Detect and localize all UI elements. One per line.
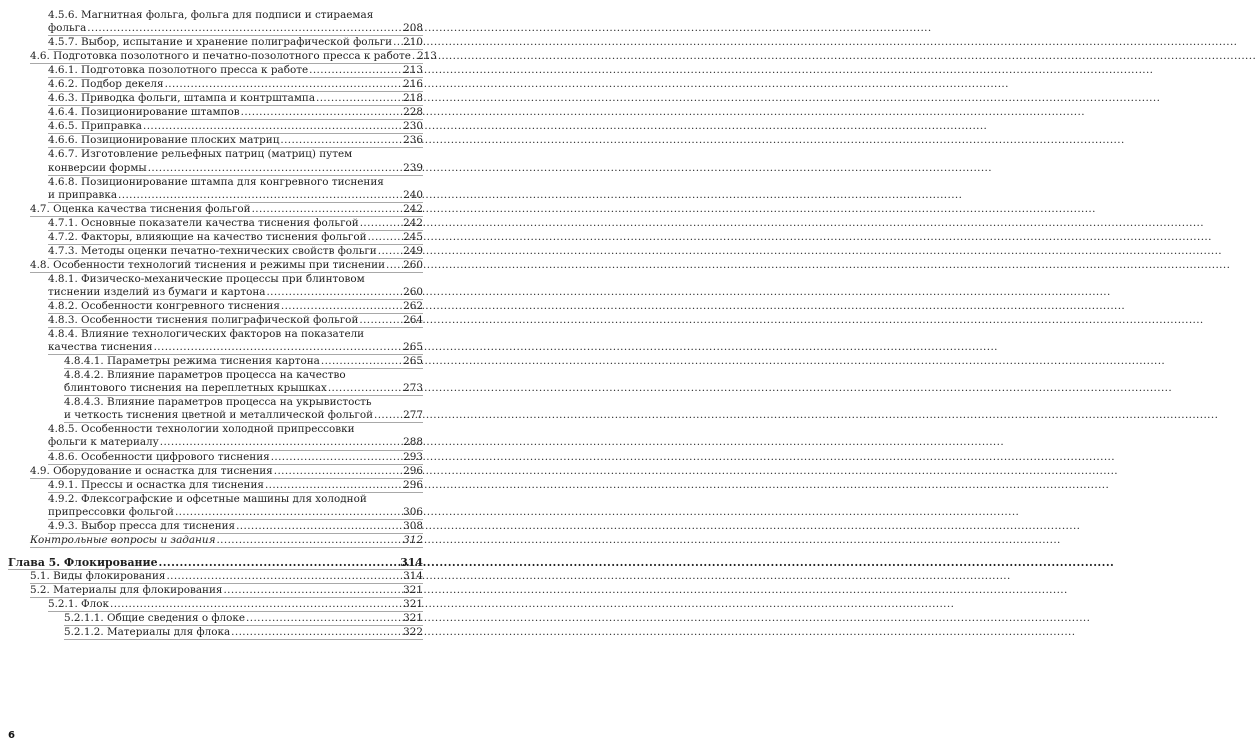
toc-entry-title: Контрольные вопросы и задания — [30, 533, 216, 546]
toc-entry-page: 236 — [403, 134, 423, 147]
dot-leader — [321, 355, 402, 368]
toc-entry-title: блинтового тиснения на переплетных крышках — [64, 382, 327, 395]
toc-entry[interactable] — [0, 36, 431, 49]
toc-entry[interactable] — [0, 584, 431, 597]
toc-entry[interactable] — [0, 493, 431, 519]
dot-leader — [246, 612, 402, 625]
toc-entry-page: 288 — [403, 436, 423, 449]
toc-entry[interactable] — [0, 300, 431, 313]
toc-entry-title: Глава 5. Флокирование — [8, 555, 158, 569]
toc-entry[interactable] — [0, 50, 437, 63]
dot-leader — [223, 584, 402, 597]
toc-entry-title: 4.8.4. Влияние технологических факторов на показатели — [48, 328, 365, 341]
toc-entry-title: припрессовки фольгой — [48, 505, 174, 518]
toc-entry-page: 208 — [403, 22, 423, 35]
toc-entry-title: 5.2.1. Флок — [48, 597, 110, 610]
toc-entry-page: 264 — [403, 314, 423, 327]
toc-entry-title: 4.8.4.3. Влияние параметров процесса на укрывистость — [64, 396, 372, 409]
toc-entry-page: 321 — [403, 583, 423, 596]
page-number: 6 — [8, 730, 15, 741]
row-divider — [64, 639, 423, 640]
dot-leader — [309, 64, 402, 77]
toc-entry-page: 249 — [403, 244, 423, 257]
toc-entry-title: конверсии формы — [48, 161, 147, 174]
toc-entry[interactable] — [0, 9, 431, 35]
dot-leader — [159, 556, 400, 569]
toc-entry-page: 322 — [403, 626, 423, 639]
toc-entry[interactable] — [0, 176, 431, 202]
toc-entry-page: 296 — [403, 478, 423, 491]
toc-entry[interactable] — [0, 626, 431, 639]
dot-leader — [231, 626, 402, 639]
toc-entry[interactable] — [0, 328, 431, 354]
toc-entry[interactable] — [0, 106, 431, 119]
toc-entry[interactable] — [0, 203, 431, 216]
toc-entry-page: 296 — [403, 464, 423, 477]
toc-entry-title: 4.6.3. Приводка фольги, штампа и контрштампа — [48, 92, 316, 105]
dot-leader — [175, 506, 402, 519]
dot-leader — [165, 78, 402, 91]
toc-entry-page: 321 — [403, 597, 423, 610]
toc-entry-title: 4.6.6. Позиционирование плоских матриц — [48, 134, 280, 147]
dot-leader — [216, 534, 402, 547]
dot-leader — [360, 217, 402, 230]
toc-entry[interactable] — [0, 479, 431, 492]
dot-leader — [368, 231, 402, 244]
toc-entry-title: 4.9. Оборудование и оснастка для тиснения — [30, 464, 273, 477]
toc-entry[interactable] — [0, 465, 431, 478]
toc-entry-title: 4.8.4.2. Влияние параметров процесса на качество — [64, 369, 346, 382]
toc-entry-title: 4.8.2. Особенности конгревного тиснения — [48, 299, 280, 312]
toc-entry-title: 4.6.4. Позиционирование штампов — [48, 106, 240, 119]
toc-entry-title: 4.9.1. Прессы и оснастка для тиснения — [48, 478, 264, 491]
toc-entry-page: 239 — [403, 161, 423, 174]
toc-entry[interactable] — [0, 369, 431, 395]
toc-entry-title: 4.8.5. Особенности технологии холодной припрессовки — [48, 423, 355, 436]
dot-leader — [271, 451, 402, 464]
toc-entry[interactable] — [0, 231, 431, 244]
toc-entry-title: 4.8.4.1. Параметры режима тиснения картона — [64, 355, 320, 368]
toc-entry-page: 260 — [403, 285, 423, 298]
toc-entry[interactable] — [0, 217, 431, 230]
toc-entry[interactable] — [0, 314, 431, 327]
toc-entry-title: 4.6. Подготовка позолотного и печатно-позолотного пресса к работе — [30, 50, 411, 63]
toc-entry-page: 210 — [403, 36, 423, 49]
toc-entry[interactable] — [0, 245, 431, 258]
toc-entry[interactable] — [0, 355, 431, 368]
toc-entry[interactable] — [0, 396, 431, 422]
toc-entry-title: 4.5.6. Магнитная фольга, фольга для подписи и стираемая — [48, 9, 374, 21]
toc-entry-title: 4.6.5. Приправка — [48, 120, 142, 133]
dot-leader — [274, 465, 402, 478]
toc-entry-title: и приправка — [48, 188, 118, 201]
dot-leader — [252, 203, 402, 216]
toc-entry-page: 242 — [403, 216, 423, 229]
toc-entry[interactable] — [0, 598, 431, 611]
toc-entry[interactable] — [0, 64, 431, 77]
dot-leader — [386, 259, 402, 272]
toc-entry[interactable] — [0, 520, 431, 533]
dot-leader — [266, 286, 402, 299]
toc-entry-title: 4.8.6. Особенности цифрового тиснения — [48, 450, 270, 463]
dot-leader — [374, 409, 402, 422]
toc-entry-title: 5.2. Материалы для флокирования — [30, 583, 223, 596]
dot-leader — [154, 341, 402, 354]
toc-entry-title: 5.2.1.1. Общие сведения о флоке — [64, 612, 246, 625]
toc-entry-page: 308 — [403, 519, 423, 532]
toc-entry-page: 277 — [403, 409, 423, 422]
toc-entry-page: 245 — [403, 230, 423, 243]
toc-entry-page: 260 — [403, 258, 423, 271]
dot-leader — [118, 189, 402, 202]
toc-entry-page: 218 — [403, 92, 423, 105]
toc-entry[interactable] — [0, 273, 431, 299]
toc-entry[interactable] — [0, 570, 431, 583]
toc-entry-page: 240 — [403, 188, 423, 201]
dot-leader — [160, 436, 402, 449]
toc-entry-title: 4.7.1. Основные показатели качества тиснения фольгой — [48, 216, 359, 229]
toc-entry[interactable] — [0, 78, 431, 91]
dot-leader — [281, 300, 402, 313]
dot-leader — [148, 162, 402, 175]
toc-entry[interactable] — [0, 92, 431, 105]
dot-leader — [166, 570, 402, 583]
toc-entry-title: тиснении изделий из бумаги и картона — [48, 285, 266, 298]
dot-leader — [236, 520, 402, 533]
toc-entry[interactable] — [0, 556, 431, 569]
row-divider — [30, 547, 423, 548]
toc-entry-title: 4.9.3. Выбор пресса для тиснения — [48, 519, 236, 532]
toc-entry[interactable] — [0, 134, 431, 147]
toc-entry-page: 228 — [403, 106, 423, 119]
toc-entry-page: 293 — [403, 450, 423, 463]
toc-entry[interactable] — [0, 148, 431, 174]
toc-entry-page: 306 — [403, 505, 423, 518]
toc-entry-title: 4.6.8. Позиционирование штампа для конгревного тиснения — [48, 175, 384, 188]
toc-entry[interactable] — [0, 259, 431, 272]
toc-entry-title: качества тиснения — [48, 341, 153, 354]
toc-entry[interactable] — [0, 534, 431, 547]
dot-leader — [393, 36, 402, 49]
toc-entry-title: и четкость тиснения цветной и металлической фольгой — [64, 409, 374, 422]
dot-leader — [265, 479, 402, 492]
toc-entry-title: 4.6.2. Подбор декеля — [48, 78, 164, 91]
dot-leader — [316, 92, 402, 105]
toc-entry-page: 265 — [403, 341, 423, 354]
toc-entry-page: 265 — [403, 355, 423, 368]
toc-entry-page: 213 — [403, 64, 423, 77]
toc-entry-page: 314 — [403, 569, 423, 582]
toc-entry-title: 4.6.7. Изготовление рельефных патриц (матриц) путем — [48, 148, 353, 161]
toc-entry-title: 4.9.2. Флексографские и офсетные машины для холодной — [48, 492, 367, 505]
dot-leader — [412, 50, 416, 63]
toc-entry[interactable] — [0, 120, 431, 133]
toc-entry-title: фольги к материалу — [48, 436, 159, 449]
toc-entry-title: 5.2.1.2. Материалы для флока — [64, 626, 231, 639]
dot-leader — [143, 120, 402, 133]
toc-entry[interactable] — [0, 423, 431, 449]
toc-entry-title: 4.8.1. Физическо-механические процессы при блинтовом — [48, 272, 365, 285]
dot-leader — [87, 22, 402, 35]
toc-entry-title: 4.8.3. Особенности тиснения полиграфической фольгой — [48, 314, 359, 327]
toc-entry-page: 312 — [403, 533, 423, 546]
toc-entry-title: 4.7.2. Факторы, влияющие на качество тиснения фольгой — [48, 230, 367, 243]
dot-leader — [378, 245, 402, 258]
toc-entry-page: 230 — [403, 120, 423, 133]
toc-entry[interactable] — [0, 612, 431, 625]
dot-leader — [328, 382, 402, 395]
dot-leader — [280, 134, 402, 147]
toc-entry-title: фольга — [48, 22, 87, 35]
toc-entry-page: 213 — [417, 50, 437, 63]
toc-entry-page: 216 — [403, 78, 423, 91]
dot-leader — [110, 598, 402, 611]
toc-entry-title: 5.1. Виды флокирования — [30, 569, 166, 582]
toc-entry-page: 314 — [400, 555, 423, 569]
dot-leader — [359, 314, 402, 327]
toc-entry-title: 4.8. Особенности технологий тиснения и режимы при тиснении — [30, 258, 386, 271]
toc-entry-page: 273 — [403, 382, 423, 395]
toc-entry-page: 242 — [403, 202, 423, 215]
toc-entry-title: 4.6.1. Подготовка позолотного пресса к работе — [48, 64, 309, 77]
toc-entry-title: 4.7. Оценка качества тиснения фольгой — [30, 202, 251, 215]
toc-entry-title: 4.5.7. Выбор, испытание и хранение полиграфической фольги — [48, 36, 393, 49]
toc-entry-title: 4.7.3. Методы оценки печатно-технических свойств фольги — [48, 244, 377, 257]
toc-entry-page: 262 — [403, 299, 423, 312]
toc-entry[interactable] — [0, 451, 431, 464]
toc-entry-page: 321 — [403, 612, 423, 625]
table-of-contents — [0, 9, 437, 640]
dot-leader — [241, 106, 402, 119]
